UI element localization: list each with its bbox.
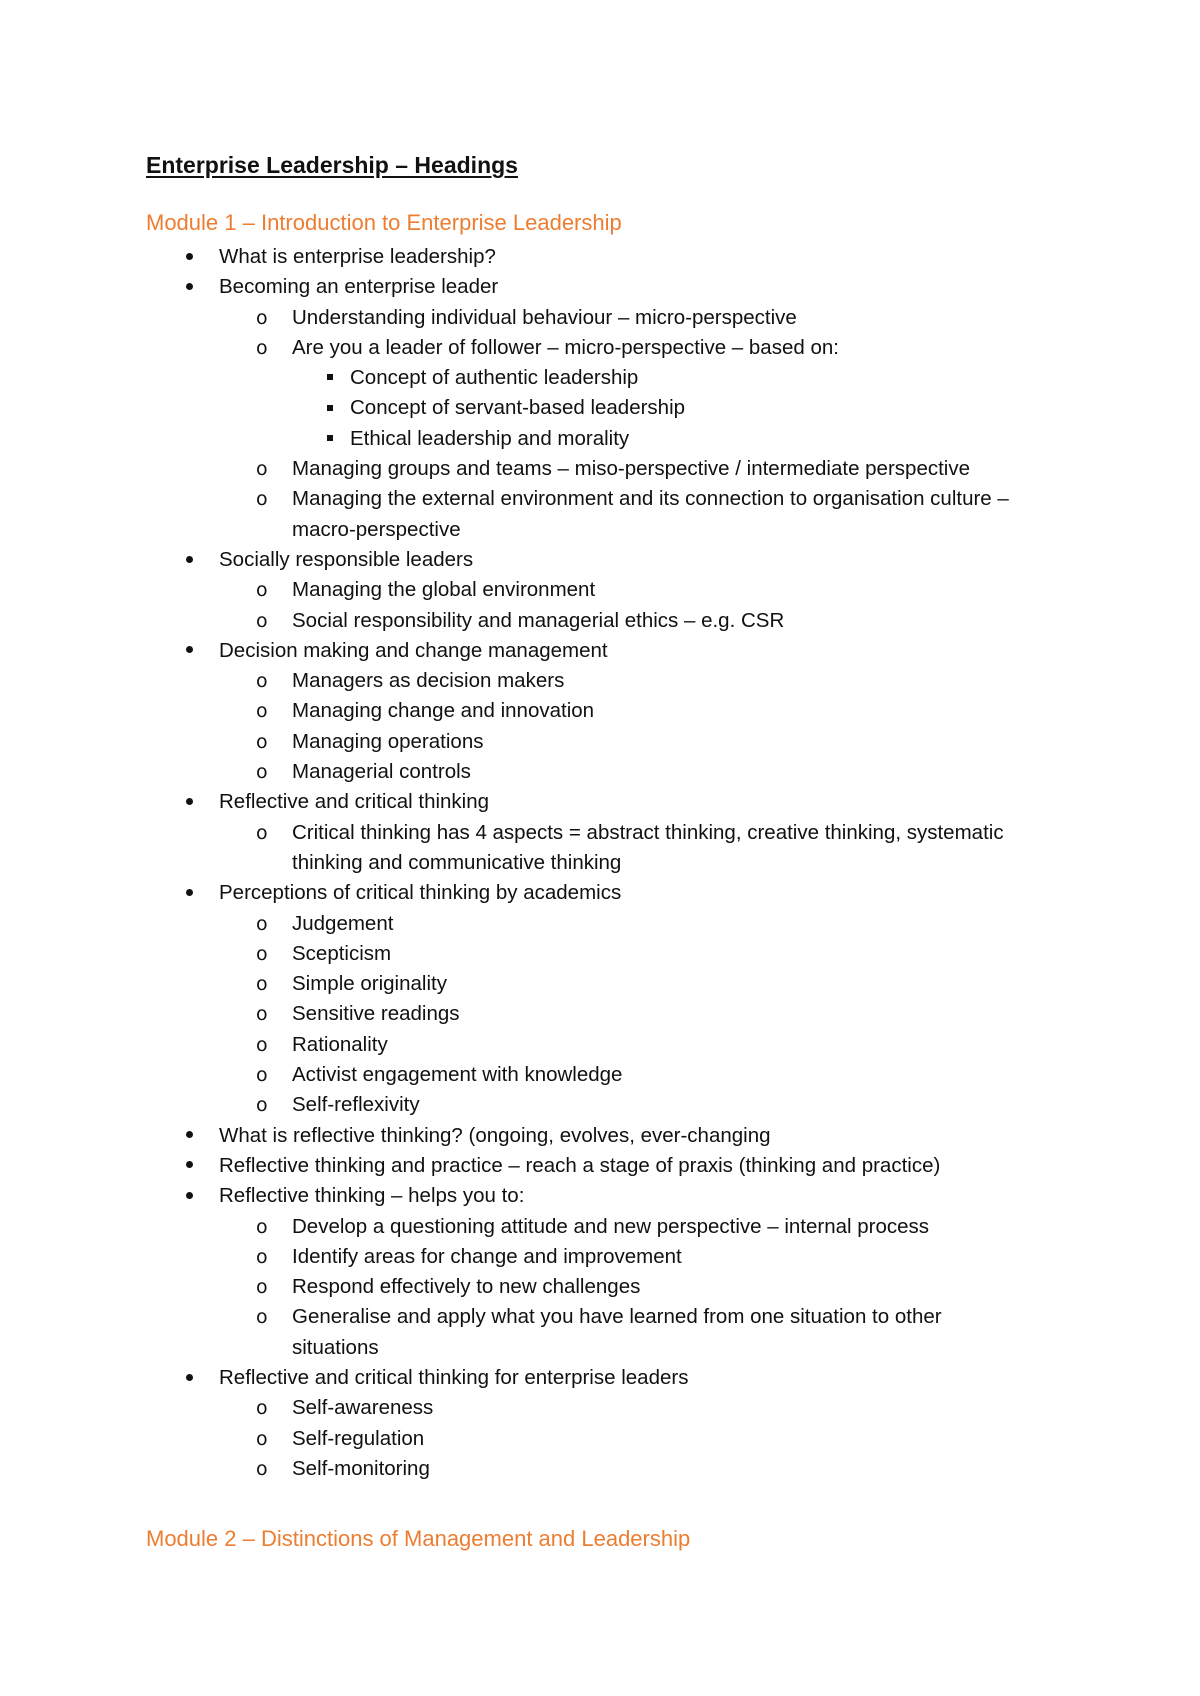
outline-item-text: Sensitive readings — [292, 1002, 460, 1026]
bullet-circle-icon: o — [256, 609, 268, 632]
outline-item-text: Self-reflexivity — [292, 1093, 420, 1117]
outline-item-text: Social responsibility and managerial ethics – e.g. CSR — [292, 608, 785, 632]
outline-item-level-1 — [0, 1181, 1200, 1211]
outline-item-text: Managers as decision makers — [292, 669, 565, 693]
outline-item-text: Self-monitoring — [292, 1456, 430, 1480]
outline-item-text: Managing the external environment and its connection to organisation culture – macro-perspective — [292, 487, 1009, 541]
bullet-circle-icon: o — [256, 912, 268, 935]
outline-item-text: What is enterprise leadership? — [219, 245, 496, 268]
bullet-dot-icon — [186, 1151, 193, 1181]
outline-item-level-3 — [0, 393, 1200, 423]
outline-item-text: Managing the global environment — [292, 578, 596, 602]
outline-item-text: Ethical leadership and morality — [350, 426, 630, 450]
outline-item-level-2 — [0, 454, 1200, 484]
bullet-circle-icon: o — [256, 1276, 268, 1299]
outline-item-text: Simple originality — [292, 972, 447, 996]
outline-item-text: Scepticism — [292, 941, 392, 965]
outline-item-text: Concept of servant-based leadership — [350, 396, 686, 420]
outline-item-level-3 — [0, 363, 1200, 393]
outline-item-text: Managing operations — [292, 729, 484, 753]
bullet-circle-icon: o — [256, 1215, 268, 1238]
outline-item-text: Self-regulation — [292, 1426, 425, 1450]
outline-item-level-2 — [0, 575, 1200, 605]
outline-item-text: Judgement — [292, 911, 394, 935]
outline-item-level-2 — [0, 696, 1200, 726]
bullet-circle-icon: o — [256, 1033, 268, 1056]
bullet-circle-icon: o — [256, 700, 268, 723]
outline-item-level-2 — [0, 303, 1200, 333]
outline-item-level-2 — [0, 1212, 1200, 1242]
bullet-dot-icon — [186, 636, 193, 666]
bullet-square-icon — [327, 363, 333, 393]
bullet-circle-icon: o — [256, 1427, 268, 1450]
bullet-dot-icon — [186, 1121, 193, 1151]
outline-item-level-2 — [0, 333, 1200, 363]
outline-item-level-2 — [0, 1424, 1200, 1454]
bullet-circle-icon: o — [256, 458, 268, 481]
outline-item-level-3 — [0, 424, 1200, 454]
outline-item-level-2 — [0, 1030, 1200, 1060]
outline-item-level-2 — [0, 1090, 1200, 1120]
bullet-dot-icon — [186, 1181, 193, 1211]
outline-item-text: Activist engagement with knowledge — [292, 1063, 623, 1087]
outline-item-text: Critical thinking has 4 aspects = abstract thinking, creative thinking, systematic thinking and communicative thinking — [292, 820, 1004, 874]
outline-item-level-2 — [0, 1242, 1200, 1272]
outline-item-text: Managing groups and teams – miso-perspective / intermediate perspective — [292, 457, 970, 481]
outline-item-level-2 — [0, 1272, 1200, 1302]
outline-item-level-2 — [0, 757, 1200, 787]
module-2-heading: Module 2 – Distinctions of Management and Leadership — [146, 1526, 691, 1551]
module-1-heading: Module 1 – Introduction to Enterprise Leadership — [146, 210, 622, 235]
outline-item-level-2 — [0, 1454, 1200, 1484]
bullet-circle-icon: o — [256, 488, 268, 511]
outline-item-level-2 — [0, 727, 1200, 757]
bullet-circle-icon: o — [256, 670, 268, 693]
outline-item-text: Are you a leader of follower – micro-perspective – based on: — [292, 335, 839, 359]
bullet-circle-icon: o — [256, 761, 268, 784]
bullet-square-icon — [327, 424, 333, 454]
outline-item-text: What is reflective thinking? (ongoing, evolves, ever-changing — [219, 1123, 771, 1147]
bullet-circle-icon: o — [256, 821, 268, 844]
outline-item-text: Reflective thinking – helps you to: — [219, 1184, 525, 1208]
outline-item-level-1 — [0, 787, 1200, 817]
outline-item-text: Reflective thinking and practice – reach a stage of praxis (thinking and practice) — [219, 1153, 941, 1177]
outline-item-text: Reflective and critical thinking — [219, 790, 490, 814]
bullet-circle-icon: o — [256, 1397, 268, 1420]
bullet-dot-icon — [186, 242, 193, 272]
outline-item-level-2 — [0, 1393, 1200, 1423]
bullet-dot-icon — [186, 787, 193, 817]
module-1-outline — [0, 242, 1200, 1484]
bullet-circle-icon: o — [256, 306, 268, 329]
outline-item-text: Socially responsible leaders — [219, 547, 474, 571]
bullet-circle-icon: o — [256, 1306, 268, 1329]
outline-item-level-2 — [0, 606, 1200, 636]
bullet-square-icon — [327, 393, 333, 423]
bullet-dot-icon — [186, 1363, 193, 1393]
outline-item-text: Rationality — [292, 1032, 388, 1056]
outline-item-level-1 — [0, 272, 1200, 302]
bullet-circle-icon: o — [256, 336, 268, 359]
outline-item-text: Managerial controls — [292, 760, 471, 784]
outline-item-level-2 — [0, 969, 1200, 999]
outline-item-level-1 — [0, 1121, 1200, 1151]
outline-item-level-2 — [0, 909, 1200, 939]
outline-item-text: Identify areas for change and improvement — [292, 1244, 682, 1268]
bullet-circle-icon: o — [256, 942, 268, 965]
outline-item-text: Decision making and change management — [219, 638, 608, 662]
outline-item-text: Develop a questioning attitude and new perspective – internal process — [292, 1214, 930, 1238]
outline-item-level-2 — [0, 1302, 1200, 1363]
outline-item-text: Understanding individual behaviour – micro-perspective — [292, 305, 797, 329]
outline-item-level-2 — [0, 1060, 1200, 1090]
bullet-circle-icon: o — [256, 1094, 268, 1117]
document-title: Enterprise Leadership – Headings — [146, 152, 518, 178]
outline-item-text: Managing change and innovation — [292, 699, 595, 723]
bullet-circle-icon: o — [256, 1245, 268, 1268]
outline-item-level-2 — [0, 999, 1200, 1029]
outline-item-text: Self-awareness — [292, 1396, 434, 1420]
bullet-circle-icon: o — [256, 1003, 268, 1026]
bullet-circle-icon: o — [256, 1457, 268, 1480]
outline-item-level-2 — [0, 818, 1200, 879]
bullet-dot-icon — [186, 272, 193, 302]
outline-item-level-1 — [0, 1151, 1200, 1181]
outline-item-text: Generalise and apply what you have learned from one situation to other situations — [292, 1305, 942, 1359]
outline-item-level-1 — [0, 878, 1200, 908]
outline-item-text: Respond effectively to new challenges — [292, 1275, 641, 1299]
bullet-dot-icon — [186, 545, 193, 575]
bullet-dot-icon — [186, 878, 193, 908]
outline-item-level-2 — [0, 666, 1200, 696]
outline-item-text: Perceptions of critical thinking by academics — [219, 881, 622, 905]
outline-item-level-2 — [0, 939, 1200, 969]
outline-item-level-1 — [0, 545, 1200, 575]
outline-item-level-1 — [0, 636, 1200, 666]
outline-item-level-2 — [0, 484, 1200, 545]
outline-item-text: Concept of authentic leadership — [350, 366, 639, 390]
bullet-circle-icon: o — [256, 1064, 268, 1087]
bullet-circle-icon: o — [256, 973, 268, 996]
bullet-circle-icon: o — [256, 579, 268, 602]
outline-item-level-1 — [0, 1363, 1200, 1393]
bullet-circle-icon: o — [256, 730, 268, 753]
outline-item-level-1 — [0, 242, 1200, 272]
outline-item-text: Reflective and critical thinking for enterprise leaders — [219, 1365, 689, 1389]
outline-item-text: Becoming an enterprise leader — [219, 275, 499, 299]
